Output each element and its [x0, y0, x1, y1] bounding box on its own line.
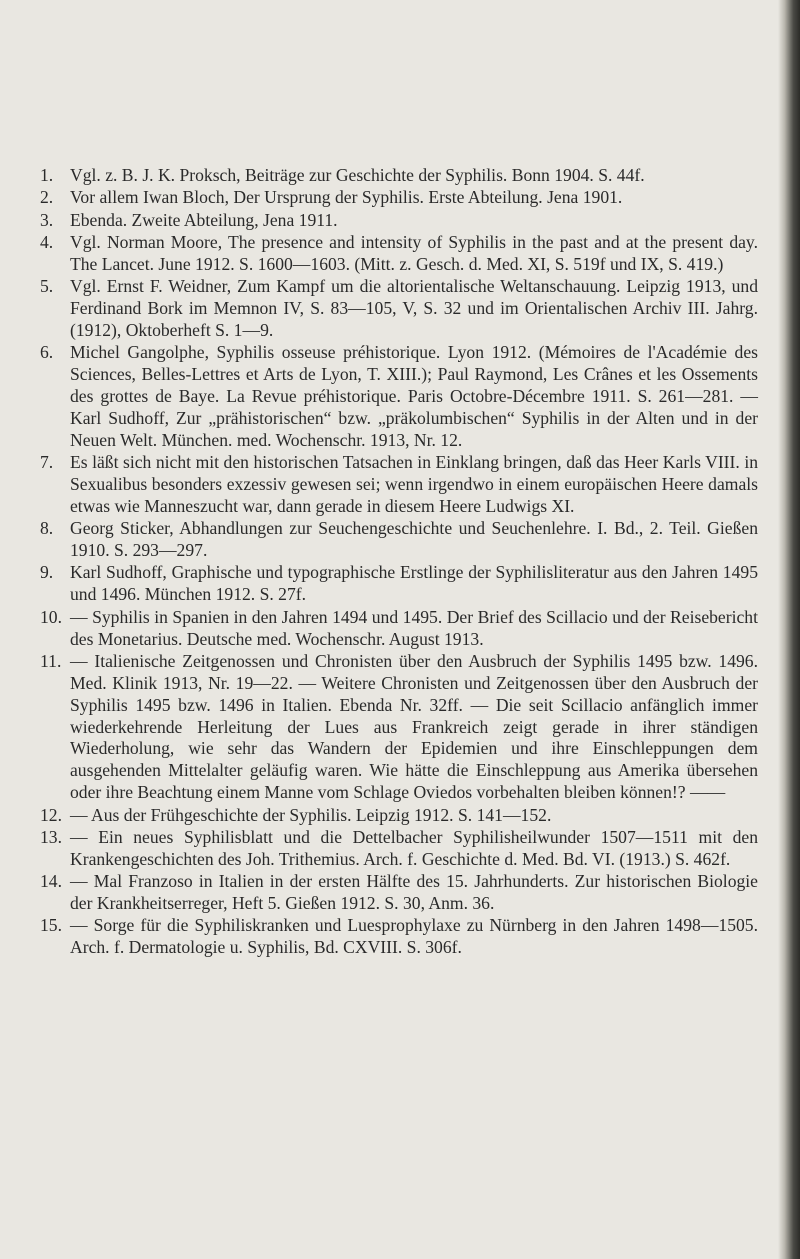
footnote-number: 2. — [40, 187, 54, 208]
footnote — [40, 276, 758, 342]
footnote-number: 12. — [40, 804, 62, 825]
footnote-text: Es läßt sich nicht mit den historischen Tatsachen in Einklang bringen, daß das Heer Karls VIII. in Sexualibus besonders exzessiv gewesen sei; wenn irgendwo in einem europäischen Heere damals etwas wie Manneszucht war, dann gerade in diesem Heere Ludwigs XI. — [70, 452, 758, 516]
footnote-number: 9. — [40, 562, 54, 583]
footnote — [40, 342, 758, 452]
footnote — [40, 210, 758, 232]
footnote-text: — Mal Franzoso in Italien in der ersten Hälfte des 15. Jahrhunderts. Zur historischen Biologie der Krankheitserreger, Heft 5. Gießen 1912. S. 30, Anm. 36. — [70, 871, 758, 913]
footnote — [40, 651, 758, 804]
footnote-text: — Syphilis in Spanien in den Jahren 1494 und 1495. Der Brief des Scillacio und der Reisebericht des Monetarius. Deutsche med. Wochenschr. August 1913. — [70, 606, 758, 649]
footnote-number: 4. — [40, 231, 54, 252]
footnote-number: 5. — [40, 276, 54, 297]
footnote-number: 8. — [40, 518, 54, 539]
footnote — [40, 518, 758, 562]
footnote-text: Vor allem Iwan Bloch, Der Ursprung der Syphilis. Erste Abteilung. Jena 1901. — [70, 187, 623, 208]
footnote — [40, 232, 758, 276]
footnote — [40, 871, 758, 915]
footnote-number: 1. — [40, 165, 54, 185]
footnote-text: Vgl. z. B. J. K. Proksch, Beiträge zur Geschichte der Syphilis. Bonn 1904. S. 44f. — [70, 165, 645, 185]
footnote — [40, 165, 758, 187]
footnote-text: Michel Gangolphe, Syphilis osseuse préhistorique. Lyon 1912. (Mémoires de l'Académie des Sciences, Belles-Lettres et Arts de Lyon, T. XIII.); Paul Raymond, Les Crânes et les Ossements des grottes de Baye. La Revue préhistorique. Paris Octobre-Décembre 1911. S. 261—281. — Karl Sudhoff, Zur „prähistorischen“ bzw. „präkolumbischen“ Syphilis in der Alten und in der Neuen Welt. München. med. Wochenschr. 1913, Nr. 12. — [70, 342, 758, 450]
footnote-number: 6. — [40, 342, 54, 363]
footnote-text: — Ein neues Syphilisblatt und die Dettelbacher Syphilisheilwunder 1507—1511 mit den Krankengeschichten des Joh. Trithemius. Arch. f. Geschichte d. Med. Bd. VI. (1913.) S. 462f. — [70, 826, 758, 869]
footnote-text: — Sorge für die Syphiliskranken und Luesprophylaxe zu Nürnberg in den Jahren 1498—1505. Arch. f. Dermatologie u. Syphilis, Bd. CXVIII. S. 306f. — [70, 915, 758, 958]
footnote-text: Vgl. Ernst F. Weidner, Zum Kampf um die altorientalische Weltanschauung. Leipzig 1913, und Ferdinand Bork im Memnon IV, S. 83—105, V, S. 32 und im Orientalischen Archiv III. Jahrg. (1912), Oktoberheft S. 1—9. — [70, 276, 758, 340]
footnote-number: 15. — [40, 915, 62, 936]
footnote — [40, 452, 758, 518]
footnote — [40, 607, 758, 651]
footnote — [40, 827, 758, 871]
footnote-number: 14. — [40, 871, 62, 892]
page-edge-shadow — [778, 0, 800, 1259]
footnote-number: 3. — [40, 209, 54, 230]
footnote-text: — Aus der Frühgeschichte der Syphilis. Leipzig 1912. S. 141—152. — [70, 804, 552, 825]
footnote-number: 13. — [40, 826, 62, 847]
footnote — [40, 187, 758, 209]
footnote — [40, 562, 758, 606]
footnote — [40, 805, 758, 827]
footnote-text: Karl Sudhoff, Graphische und typographische Erstlinge der Syphilisliteratur aus den Jahren 1495 und 1496. München 1912. S. 27f. — [70, 562, 758, 605]
footnote-number: 7. — [40, 452, 54, 473]
footnote-text: — Italienische Zeitgenossen und Chronisten über den Ausbruch der Syphilis 1495 bzw. 1496. Med. Klinik 1913, Nr. 19—22. — Weitere Chronisten und Zeitgenossen über den Ausbruch der Syphilis 1495 bzw. 1496 in Italien. Ebenda Nr. 32ff. — Die seit Scillacio anfänglich immer wiederkehrende Herleitung der Lues aus Frankreich zeigt gerade in ihrer ständigen Wiederholung, wie sehr das Wandern der Epidemien und ihre Einschleppungen dem ausgehenden Mittelalter geläufig waren. Wie hätte die Einschleppung aus Amerika übersehen oder ihre Beachtung einem Manne vom Schlage Oviedos vorbehalten bleiben können!? —— — [70, 650, 758, 803]
footnote-number: 11. — [40, 650, 62, 671]
footnote-text: Vgl. Norman Moore, The presence and intensity of Syphilis in the past and at the present day. The Lancet. June 1912. S. 1600—1603. (Mitt. z. Gesch. d. Med. XI, S. 519f und IX, S. 419.) — [70, 231, 758, 274]
footnote-text: Georg Sticker, Abhandlungen zur Seuchengeschichte und Seuchenlehre. I. Bd., 2. Teil. Gießen 1910. S. 293—297. — [70, 518, 758, 561]
footnote-list — [40, 165, 758, 959]
footnote — [40, 915, 758, 959]
footnote-number: 10. — [40, 606, 62, 627]
footnote-text: Ebenda. Zweite Abteilung, Jena 1911. — [70, 209, 338, 230]
